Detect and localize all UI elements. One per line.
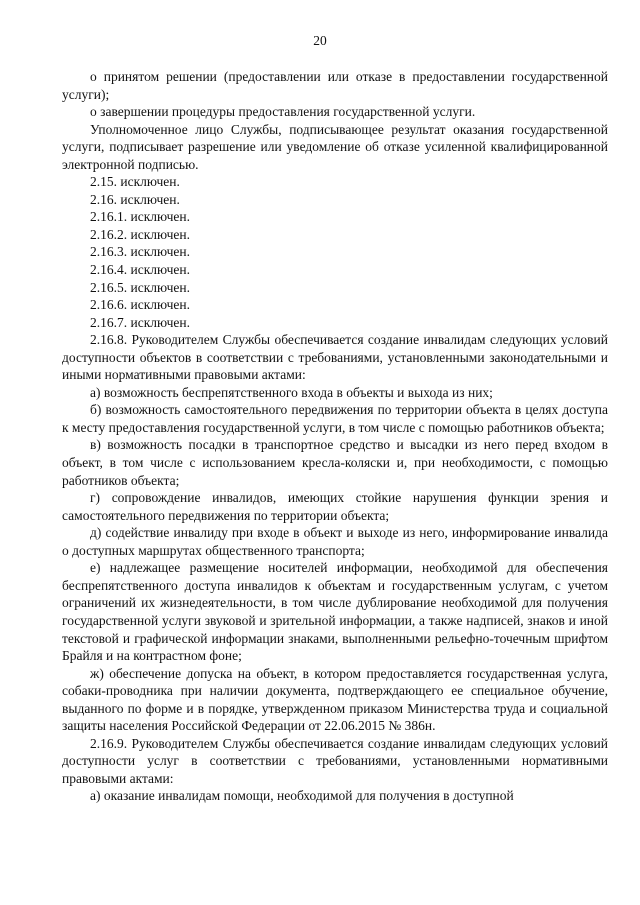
paragraph: Уполномоченное лицо Службы, подписывающее результат оказания государственной услуги, подписывает разрешение или уведомление об отказе усиленной квалифицированной электронной подписью. xyxy=(62,121,608,172)
paragraph: о завершении процедуры предоставления государственной услуги. xyxy=(90,104,476,120)
paragraph: 2.16.2. исключен. xyxy=(90,226,190,242)
paragraph: 2.16.9. Руководителем Службы обеспечивается создание инвалидам следующих условий доступности услуг в соответствии с требованиями, установленными нормативными правовыми актами: xyxy=(62,735,608,786)
paragraph: а) возможность беспрепятственного входа в объекты и выхода из них; xyxy=(90,384,493,400)
paragraph: 2.16. исключен. xyxy=(90,191,180,207)
paragraph: а) оказание инвалидам помощи, необходимой для получения в доступной xyxy=(90,788,514,804)
paragraph: 2.16.5. исключен. xyxy=(90,279,190,295)
paragraph: б) возможность самостоятельного передвижения по территории объекта в целях доступа к месту предоставления государственной услуги, в том числе с помощью работников объекта; xyxy=(62,402,608,435)
paragraph: г) сопровождение инвалидов, имеющих стойкие нарушения функции зрения и самостоятельного передвижения по территории объекта; xyxy=(62,490,608,523)
paragraph: о принятом решении (предоставлении или отказе в предоставлении государственной услуги); xyxy=(62,69,608,102)
paragraph: 2.16.3. исключен. xyxy=(90,244,190,260)
paragraph: 2.16.4. исключен. xyxy=(90,262,190,278)
paragraph: 2.16.8. Руководителем Службы обеспечивается создание инвалидам следующих условий доступности объектов в соответствии с требованиями, установленными законодательными и иными нормативными правовыми актами: xyxy=(62,332,608,383)
paragraph: 2.16.6. исключен. xyxy=(90,297,190,313)
paragraph: 2.16.7. исключен. xyxy=(90,314,190,330)
paragraph: ж) обеспечение допуска на объект, в котором предоставляется государственная услуга, собаки-проводника при наличии документа, подтверждающего ее специальное обучение, выданного по форме и в порядке, утвержденном приказом Министерства труда и социальной защиты населения Российской Федерации от 22.06.2015 № 386н. xyxy=(62,665,608,734)
paragraph: д) содействие инвалиду при входе в объект и выходе из него, информирование инвалида о доступных маршрутах общественного транспорта; xyxy=(62,525,608,558)
page-number: 20 xyxy=(313,33,327,48)
document-body xyxy=(62,68,608,805)
paragraph: в) возможность посадки в транспортное средство и высадки из него перед входом в объект, в том числе с использованием кресла-коляски и, при необходимости, с помощью работников объекта; xyxy=(62,437,608,488)
paragraph: е) надлежащее размещение носителей информации, необходимой для обеспечения беспрепятственного доступа инвалидов к объектам и государственным услугам, с учетом ограничений их жизнедеятельности, в том числе дублирование необходимой для получения государственной услуги звуковой и зрительной информации, а также надписей, знаков и иной текстовой и графической информации знаками, выполненными рельефно-точечным шрифтом Брайля и на контрастном фоне; xyxy=(62,560,608,664)
paragraph: 2.15. исключен. xyxy=(90,174,180,190)
paragraph: 2.16.1. исключен. xyxy=(90,209,190,225)
